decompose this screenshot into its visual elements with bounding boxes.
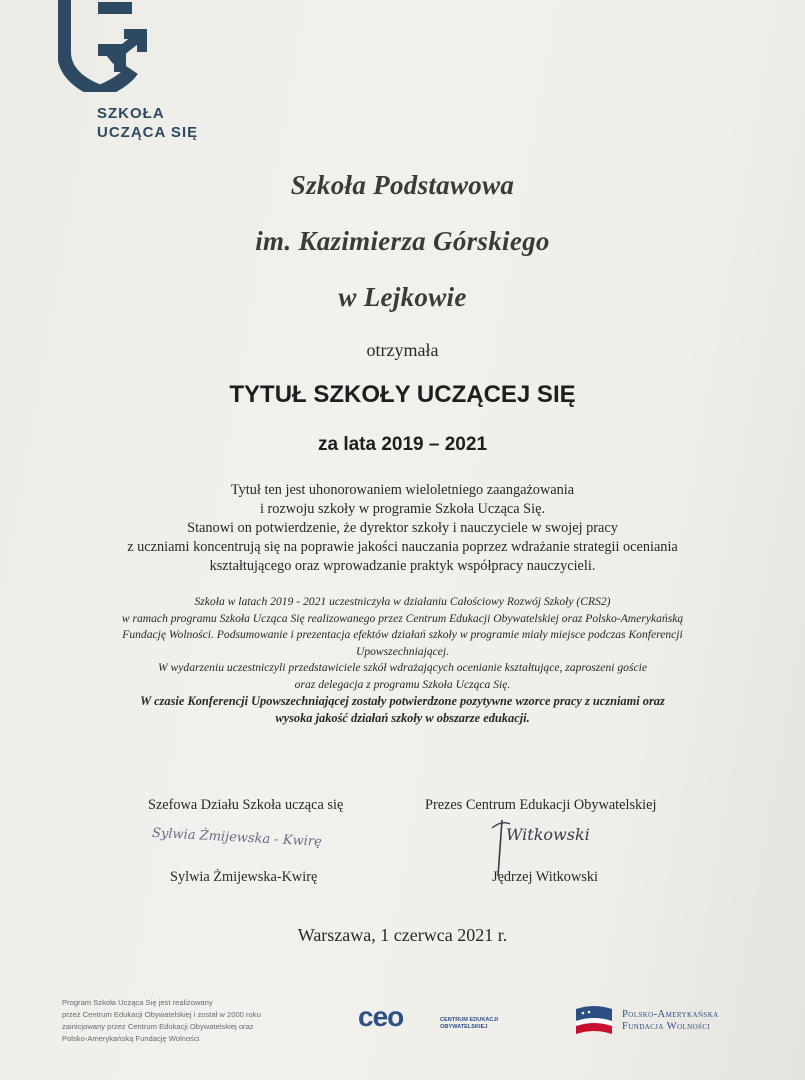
details-line: Szkoła w latach 2019 - 2021 uczestniczyła w działaniu Całościowy Rozwój Szkoły (CRS2) xyxy=(194,595,611,608)
details-line: Fundację Wolności. Podsumowanie i prezentacja efektów działań szkoły w programie miały miejsce podczas Konferencji xyxy=(122,628,683,641)
ceo-name-line: CENTRUM EDUKACJI xyxy=(440,1017,499,1023)
description-line: Stanowi on potwierdzenie, że dyrektor szkoły i nauczyciele w swojej pracy xyxy=(187,520,618,536)
pafw-logo xyxy=(574,1005,719,1042)
certificate-title: TYTUŁ SZKOŁY UCZĄCEJ SIĘ xyxy=(229,381,576,408)
szkola-uczaca-sie-logo-icon xyxy=(58,0,148,92)
details-line: oraz delegacja z programu Szkoła Ucząca Się. xyxy=(294,677,511,691)
description-line: i rozwoju szkoły w programie Szkoła Ucząca Się. xyxy=(259,501,546,517)
description-line: kształtującego oraz wprowadzanie praktyk współpracy nauczycieli. xyxy=(209,558,596,574)
right-signatory-role: Prezes Centrum Edukacji Obywatelskiej xyxy=(425,797,657,813)
ceo-name-line: OBYWATELSKIEJ xyxy=(440,1024,488,1030)
pafw-name-line: Fundacja Wolności xyxy=(622,1021,711,1032)
ceo-wordmark: ceo xyxy=(358,1001,404,1032)
logo-wordmark xyxy=(97,104,198,142)
svg-text:Sylwia Żmijewska - Kwirę: Sylwia Żmijewska - Kwirę xyxy=(151,825,323,850)
footnote-line: Program Szkoła Ucząca Się jest realizowany xyxy=(62,998,213,1007)
logo-line-2: UCZĄCA SIĘ xyxy=(97,124,199,141)
description-line: z uczniami koncentrują się na poprawie jakości nauczania poprzez wdrażanie strategii oceniania xyxy=(127,539,678,555)
pafw-name-line: Polsko-Amerykańska xyxy=(622,1009,719,1020)
details-bold-line: wysoka jakość działań szkoły w obszarze edukacji. xyxy=(275,710,530,725)
footnote-line: Polsko-Amerykańską Fundację Wolności xyxy=(62,1034,200,1043)
details-line: Upowszechniającej. xyxy=(355,644,450,658)
details-bold-line: W czasie Konferencji Upowszechniającej zostały potwierdzone pozytywne wzorce pracy z uczniami oraz xyxy=(140,694,665,708)
program-footnote xyxy=(62,997,261,1045)
school-name-line-1: Szkoła Podstawowa xyxy=(290,170,515,200)
footnote-line: zainicjowany przez Centrum Edukacji Obywatelskiej oraz xyxy=(62,1022,254,1031)
logo-line-1: SZKOŁA xyxy=(97,105,165,122)
details-line: W wydarzeniu uczestniczyli przedstawiciele szkół wdrażających ocenianie kształtujące, zaproszeni goście xyxy=(157,661,647,674)
pafw-flag-icon xyxy=(574,1005,614,1037)
place-and-date: Warszawa, 1 czerwca 2021 r. xyxy=(297,925,508,945)
pafw-name xyxy=(622,1009,719,1033)
program-details xyxy=(0,594,805,726)
footnote-line: przez Centrum Edukacji Obywatelskiej i został w 2000 roku xyxy=(62,1010,261,1019)
details-line: w ramach programu Szkoła Ucząca Się realizowanego przez Centrum Edukacji Obywatelskiej oraz Polsko-Amerykańską xyxy=(121,611,684,625)
left-signatory-name: Sylwia Żmijewska-Kwirę xyxy=(170,869,318,885)
left-signatory-role: Szefowa Działu Szkoła ucząca się xyxy=(148,797,344,813)
description-line: Tytuł ten jest uhonorowaniem wieloletniego zaangażowania xyxy=(230,482,575,498)
award-description xyxy=(0,481,805,576)
school-name-line-2: im. Kazimierza Górskiego xyxy=(255,226,550,256)
right-signatory-name: Jędrzej Witkowski xyxy=(492,869,598,885)
left-handwritten-signature xyxy=(150,818,350,858)
received-label: otrzymała xyxy=(366,340,439,360)
award-years: za lata 2019 – 2021 xyxy=(317,434,488,455)
svg-text:Witkowski: Witkowski xyxy=(506,825,590,844)
school-name-line-3: w Lejkowie xyxy=(338,282,467,312)
ceo-name xyxy=(440,1017,498,1031)
